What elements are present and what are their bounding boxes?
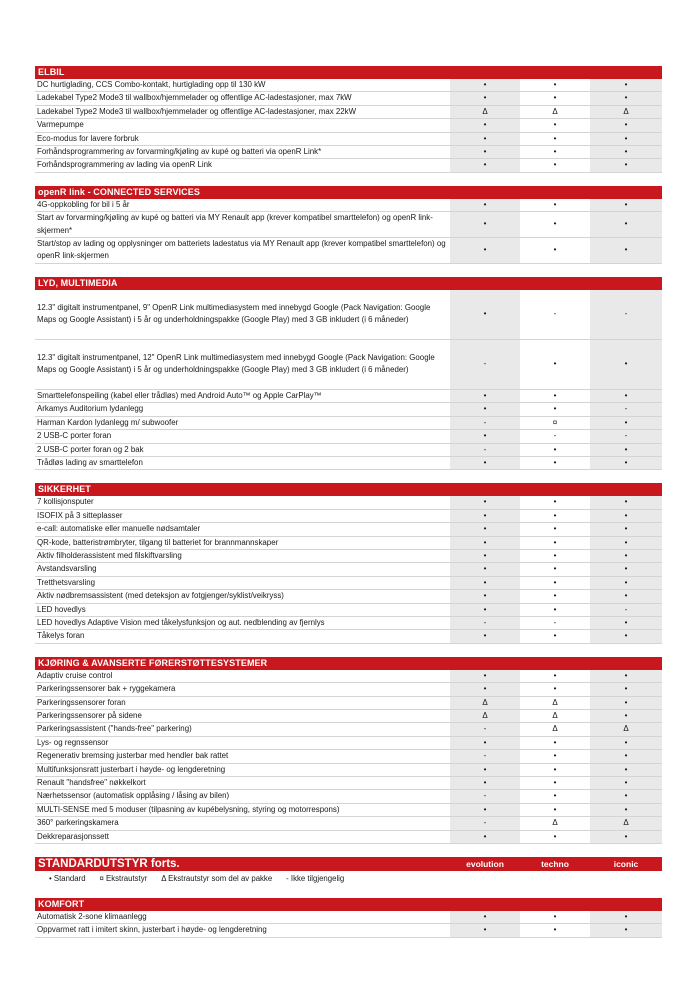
value-iconic: • — [590, 537, 662, 549]
value-evolution: • — [450, 146, 520, 158]
feature-label: MULTI-SENSE med 5 moduser (tilpasning av kupébelysning, styring og motorrespons) — [37, 804, 340, 814]
value-techno: ¤ — [520, 417, 590, 429]
section-heading: KJØRING & AVANSERTE FØRERSTØTTESYSTEMER — [35, 657, 662, 670]
table-row — [35, 723, 662, 736]
table-row — [35, 817, 662, 830]
value-evolution: • — [450, 92, 520, 104]
value-evolution: • — [450, 133, 520, 145]
value-techno: • — [520, 340, 590, 389]
value-techno: • — [520, 670, 590, 682]
value-techno: • — [520, 133, 590, 145]
value-techno: • — [520, 683, 590, 695]
table-row — [35, 403, 662, 416]
value-iconic: • — [590, 390, 662, 402]
table-row — [35, 510, 662, 523]
value-iconic: • — [590, 146, 662, 158]
value-evolution: • — [450, 238, 520, 263]
legend-standard: • Standard — [49, 874, 86, 884]
table-row — [35, 630, 662, 643]
value-techno: • — [520, 764, 590, 776]
feature-label: Parkeringssensorer bak + ryggekamera — [37, 684, 176, 694]
value-evolution: - — [450, 723, 520, 735]
value-techno: • — [520, 159, 590, 171]
column-evolution: evolution — [466, 859, 504, 870]
top-sections — [35, 66, 662, 844]
value-iconic: • — [590, 697, 662, 709]
value-techno: • — [520, 390, 590, 402]
value-evolution: • — [450, 670, 520, 682]
value-techno: - — [520, 617, 590, 629]
value-evolution: • — [450, 457, 520, 469]
section-komfort — [35, 898, 662, 938]
table-row — [35, 777, 662, 790]
table-row — [35, 92, 662, 105]
feature-label: 7 kollisjonsputer — [37, 497, 94, 507]
value-techno: • — [520, 403, 590, 415]
value-iconic: • — [590, 737, 662, 749]
value-techno: • — [520, 92, 590, 104]
table-row — [35, 417, 662, 430]
value-techno: • — [520, 911, 590, 923]
value-iconic: Δ — [590, 817, 662, 829]
value-techno: • — [520, 496, 590, 508]
value-iconic: • — [590, 444, 662, 456]
feature-label: Forhåndsprogrammering av lading via openR Link — [37, 160, 213, 170]
table-row — [35, 831, 662, 844]
value-evolution: • — [450, 119, 520, 131]
feature-label: Automatisk 2-sone klimaanlegg — [37, 912, 147, 922]
value-evolution: • — [450, 737, 520, 749]
value-iconic: • — [590, 457, 662, 469]
value-evolution: • — [450, 604, 520, 616]
table-row — [35, 697, 662, 710]
value-techno: • — [520, 550, 590, 562]
value-evolution: Δ — [450, 697, 520, 709]
value-iconic: • — [590, 523, 662, 535]
table-row — [35, 790, 662, 803]
feature-label: Avstandsvarsling — [37, 564, 97, 574]
value-evolution: • — [450, 430, 520, 442]
table-row — [35, 290, 662, 340]
feature-label: Parkeringssensorer på sidene — [37, 711, 142, 720]
value-iconic: • — [590, 199, 662, 211]
feature-label: Tretthetsvarsling — [37, 577, 96, 587]
section-heading: LYD, MULTIMEDIA — [35, 277, 662, 290]
value-iconic: • — [590, 92, 662, 104]
value-techno: Δ — [520, 817, 590, 829]
value-evolution: - — [450, 444, 520, 456]
value-evolution: • — [450, 290, 520, 339]
column-techno: techno — [541, 859, 569, 870]
value-iconic: • — [590, 496, 662, 508]
table-row — [35, 577, 662, 590]
value-techno: • — [520, 804, 590, 816]
value-iconic: - — [590, 604, 662, 616]
value-evolution: • — [450, 212, 520, 237]
feature-label: Ladekabel Type2 Mode3 til wallbox/hjemmelader og offentlige AC-ladestasjoner, max 7kW — [37, 93, 352, 103]
value-evolution: • — [450, 911, 520, 923]
feature-label: Trådløs lading av smarttelefon — [37, 457, 143, 467]
value-evolution: - — [450, 817, 520, 829]
value-evolution: • — [450, 523, 520, 535]
table-row — [35, 604, 662, 617]
value-iconic: • — [590, 831, 662, 843]
value-techno: • — [520, 604, 590, 616]
table-row — [35, 737, 662, 750]
table-row — [35, 523, 662, 536]
value-techno: • — [520, 457, 590, 469]
value-iconic: • — [590, 79, 662, 91]
value-iconic: • — [590, 590, 662, 602]
legend-optional: ¤ Ekstrautstyr — [99, 874, 148, 884]
value-techno: • — [520, 199, 590, 211]
table-row — [35, 550, 662, 563]
table-row — [35, 79, 662, 92]
value-evolution: Δ — [450, 106, 520, 118]
feature-label: Start/stop av lading og opplysninger om batteriets ladestatus via MY Renault app (krever kompatibel smarttelefon) og openR link-skjermen — [37, 239, 446, 261]
feature-label: Parkeringsassistent ("hands-free" parkering) — [37, 724, 192, 734]
value-evolution: Δ — [450, 710, 520, 722]
feature-label: ISOFIX på 3 sitteplasser — [37, 510, 123, 520]
value-iconic: Δ — [590, 106, 662, 118]
value-evolution: • — [450, 577, 520, 589]
feature-label: Harman Kardon lydanlegg m/ subwoofer — [37, 417, 179, 427]
table-row — [35, 159, 662, 172]
value-iconic: • — [590, 764, 662, 776]
value-techno: • — [520, 577, 590, 589]
value-techno: • — [520, 146, 590, 158]
value-evolution: • — [450, 390, 520, 402]
table-row — [35, 199, 662, 212]
value-iconic: - — [590, 290, 662, 339]
feature-label: QR-kode, batteristrømbryter, tilgang til batteriet for brannmannskaper — [37, 537, 279, 547]
value-techno: • — [520, 737, 590, 749]
value-evolution: • — [450, 199, 520, 211]
value-evolution: • — [450, 831, 520, 843]
feature-label: Aktiv nødbremsassistent (med deteksjon av fotgjenger/syklist/veikryss) — [37, 591, 284, 601]
value-techno: • — [520, 590, 590, 602]
feature-label: Multifunksjonsratt justerbart i høyde- og lengderetning — [37, 764, 226, 774]
feature-label: e-call: automatiske eller manuelle nødsamtaler — [37, 524, 201, 534]
value-iconic: • — [590, 670, 662, 682]
value-iconic: • — [590, 804, 662, 816]
feature-label: Parkeringssensorer foran — [37, 697, 126, 707]
value-iconic: • — [590, 340, 662, 389]
feature-label: Arkamys Auditorium lydanlegg — [37, 404, 144, 414]
standard-title: STANDARDUTSTYR forts. — [38, 858, 180, 871]
value-techno: • — [520, 831, 590, 843]
feature-label: LED hovedlys — [37, 604, 86, 614]
table-row — [35, 537, 662, 550]
value-techno: • — [520, 563, 590, 575]
value-techno: • — [520, 790, 590, 802]
section-heading: SIKKERHET — [35, 483, 662, 496]
section-heading: ELBIL — [35, 66, 662, 79]
value-evolution: • — [450, 764, 520, 776]
table-row — [35, 804, 662, 817]
value-techno: • — [520, 119, 590, 131]
feature-label: DC hurtiglading, CCS Combo-kontakt, hurtiglading opp til 130 kW — [37, 80, 266, 89]
feature-label: Regenerativ bremsing justerbar med hendler bak rattet — [37, 751, 229, 761]
table-row — [35, 670, 662, 683]
column-iconic: iconic — [613, 859, 639, 870]
table-row — [35, 212, 662, 238]
value-iconic: • — [590, 617, 662, 629]
value-techno: - — [520, 290, 590, 339]
table-row — [35, 911, 662, 924]
feature-label: 2 USB-C porter foran og 2 bak — [37, 444, 144, 454]
value-iconic: • — [590, 550, 662, 562]
value-techno: • — [520, 750, 590, 762]
value-evolution: • — [450, 537, 520, 549]
table-row — [35, 430, 662, 443]
value-iconic: • — [590, 683, 662, 695]
table-row — [35, 106, 662, 119]
value-techno: • — [520, 924, 590, 936]
value-iconic: • — [590, 710, 662, 722]
value-iconic: • — [590, 577, 662, 589]
value-techno: Δ — [520, 723, 590, 735]
table-row — [35, 590, 662, 603]
value-evolution: • — [450, 496, 520, 508]
section-sikkerhet — [35, 483, 662, 643]
standard-header — [35, 857, 662, 871]
value-iconic: - — [590, 430, 662, 442]
value-techno: • — [520, 523, 590, 535]
section-heading: KOMFORT — [35, 898, 662, 911]
feature-label: Nærhetssensor (automatisk opplåsing / låsing av bilen) — [37, 791, 230, 801]
value-iconic: • — [590, 563, 662, 575]
value-techno: • — [520, 212, 590, 237]
value-evolution: • — [450, 804, 520, 816]
feature-label: Dekkreparasjonssett — [37, 831, 109, 841]
value-evolution: - — [450, 790, 520, 802]
feature-label: 2 USB-C porter foran — [37, 431, 112, 441]
value-evolution: • — [450, 79, 520, 91]
value-iconic: • — [590, 238, 662, 263]
table-row — [35, 750, 662, 763]
value-evolution: • — [450, 403, 520, 415]
value-evolution: • — [450, 590, 520, 602]
value-iconic: • — [590, 159, 662, 171]
table-row — [35, 710, 662, 723]
value-iconic: • — [590, 790, 662, 802]
value-iconic: • — [590, 119, 662, 131]
value-evolution: - — [450, 750, 520, 762]
table-row — [35, 238, 662, 264]
value-iconic: • — [590, 212, 662, 237]
value-iconic: - — [590, 403, 662, 415]
value-evolution: • — [450, 630, 520, 642]
legend — [35, 871, 662, 888]
value-evolution: - — [450, 617, 520, 629]
value-evolution: • — [450, 924, 520, 936]
value-iconic: • — [590, 924, 662, 936]
value-evolution: • — [450, 159, 520, 171]
feature-label: 360° parkeringskamera — [37, 818, 119, 828]
value-techno: Δ — [520, 710, 590, 722]
feature-label: 12.3" digitalt instrumentpanel, 9" OpenR Link multimediasystem med innebygd Google (Pack Navigation: Google Maps og Google Assistant) i 5 år og underholdningspakke (Google Play) med 3 GB inkludert (i 6 måneder) — [37, 302, 431, 325]
standard-legend-block — [35, 857, 662, 888]
value-evolution: • — [450, 777, 520, 789]
feature-label: Tåkelys foran — [37, 631, 85, 641]
feature-label: Aktiv filholderassistent med filskiftvarsling — [37, 550, 182, 560]
feature-label: Start av forvarming/kjøling av kupé og batteri via MY Renault app (krever kompatibel smarttelefon) og openR link-skjermen* — [37, 213, 433, 235]
table-row — [35, 119, 662, 132]
table-row — [35, 563, 662, 576]
value-techno: Δ — [520, 697, 590, 709]
value-iconic: • — [590, 911, 662, 923]
legend-unavailable: - Ikke tilgjengelig — [286, 874, 345, 884]
value-iconic: • — [590, 750, 662, 762]
value-iconic: • — [590, 510, 662, 522]
feature-label: Smarttelefonspeiling (kabel eller trådløs) med Android Auto™ og Apple CarPlay™ — [37, 390, 322, 400]
value-techno: • — [520, 79, 590, 91]
section-lyd-multimedia — [35, 277, 662, 470]
value-techno: • — [520, 238, 590, 263]
value-iconic: Δ — [590, 723, 662, 735]
feature-label: Renault "handsfree" nøkkelkort — [37, 778, 146, 788]
value-techno: • — [520, 630, 590, 642]
table-row — [35, 764, 662, 777]
section-openr-link-connected-services — [35, 186, 662, 264]
value-evolution: • — [450, 510, 520, 522]
value-techno: • — [520, 510, 590, 522]
value-techno: Δ — [520, 106, 590, 118]
value-techno: • — [520, 444, 590, 456]
feature-label: Eco-modus for lavere forbruk — [37, 133, 139, 143]
table-row — [35, 390, 662, 403]
value-techno: • — [520, 537, 590, 549]
value-techno: - — [520, 430, 590, 442]
feature-label: LED hovedlys Adaptive Vision med tåkelysfunksjon og aut. nedblending av fjernlys — [37, 617, 325, 627]
value-iconic: • — [590, 133, 662, 145]
table-row — [35, 340, 662, 390]
feature-label: 4G-oppkobling for bil i 5 år — [37, 199, 130, 209]
value-evolution: • — [450, 550, 520, 562]
section-kjøring-avanserte-førerstøttesystemer — [35, 657, 662, 844]
table-row — [35, 683, 662, 696]
table-row — [35, 146, 662, 159]
table-row — [35, 924, 662, 937]
legend-package: Δ Ekstrautstyr som del av pakke — [161, 874, 273, 884]
value-iconic: • — [590, 630, 662, 642]
feature-label: Lys- og regnssensor — [37, 737, 109, 747]
spec-sheet — [35, 66, 662, 951]
table-row — [35, 617, 662, 630]
table-row — [35, 457, 662, 470]
value-evolution: - — [450, 340, 520, 389]
value-evolution: - — [450, 417, 520, 429]
feature-label: Oppvarmet ratt i imitert skinn, justerbart i høyde- og lengderetning — [37, 925, 267, 935]
value-techno: • — [520, 777, 590, 789]
value-evolution: • — [450, 563, 520, 575]
feature-label: Forhåndsprogrammering av forvarming/kjøling av kupé og batteri via openR Link* — [37, 147, 322, 157]
value-evolution: • — [450, 683, 520, 695]
section-elbil — [35, 66, 662, 173]
section-heading: openR link - CONNECTED SERVICES — [35, 186, 662, 199]
table-row — [35, 133, 662, 146]
feature-label: Adaptiv cruise control — [37, 670, 113, 680]
feature-label: Varmepumpe — [37, 120, 84, 130]
value-iconic: • — [590, 777, 662, 789]
feature-label: Ladekabel Type2 Mode3 til wallbox/hjemmelader og offentlige AC-ladestasjoner, max 22kW — [37, 106, 357, 116]
table-row — [35, 496, 662, 509]
value-iconic: • — [590, 417, 662, 429]
table-row — [35, 444, 662, 457]
feature-label: 12.3" digitalt instrumentpanel, 12" OpenR Link multimediasystem med innebygd Google (Pack Navigation: Google Maps og Google Assistant) i 5 år og underholdningspakke (Google Play) med 3 GB inkludert (i 6 måneder) — [37, 352, 435, 375]
bottom-sections — [35, 898, 662, 938]
